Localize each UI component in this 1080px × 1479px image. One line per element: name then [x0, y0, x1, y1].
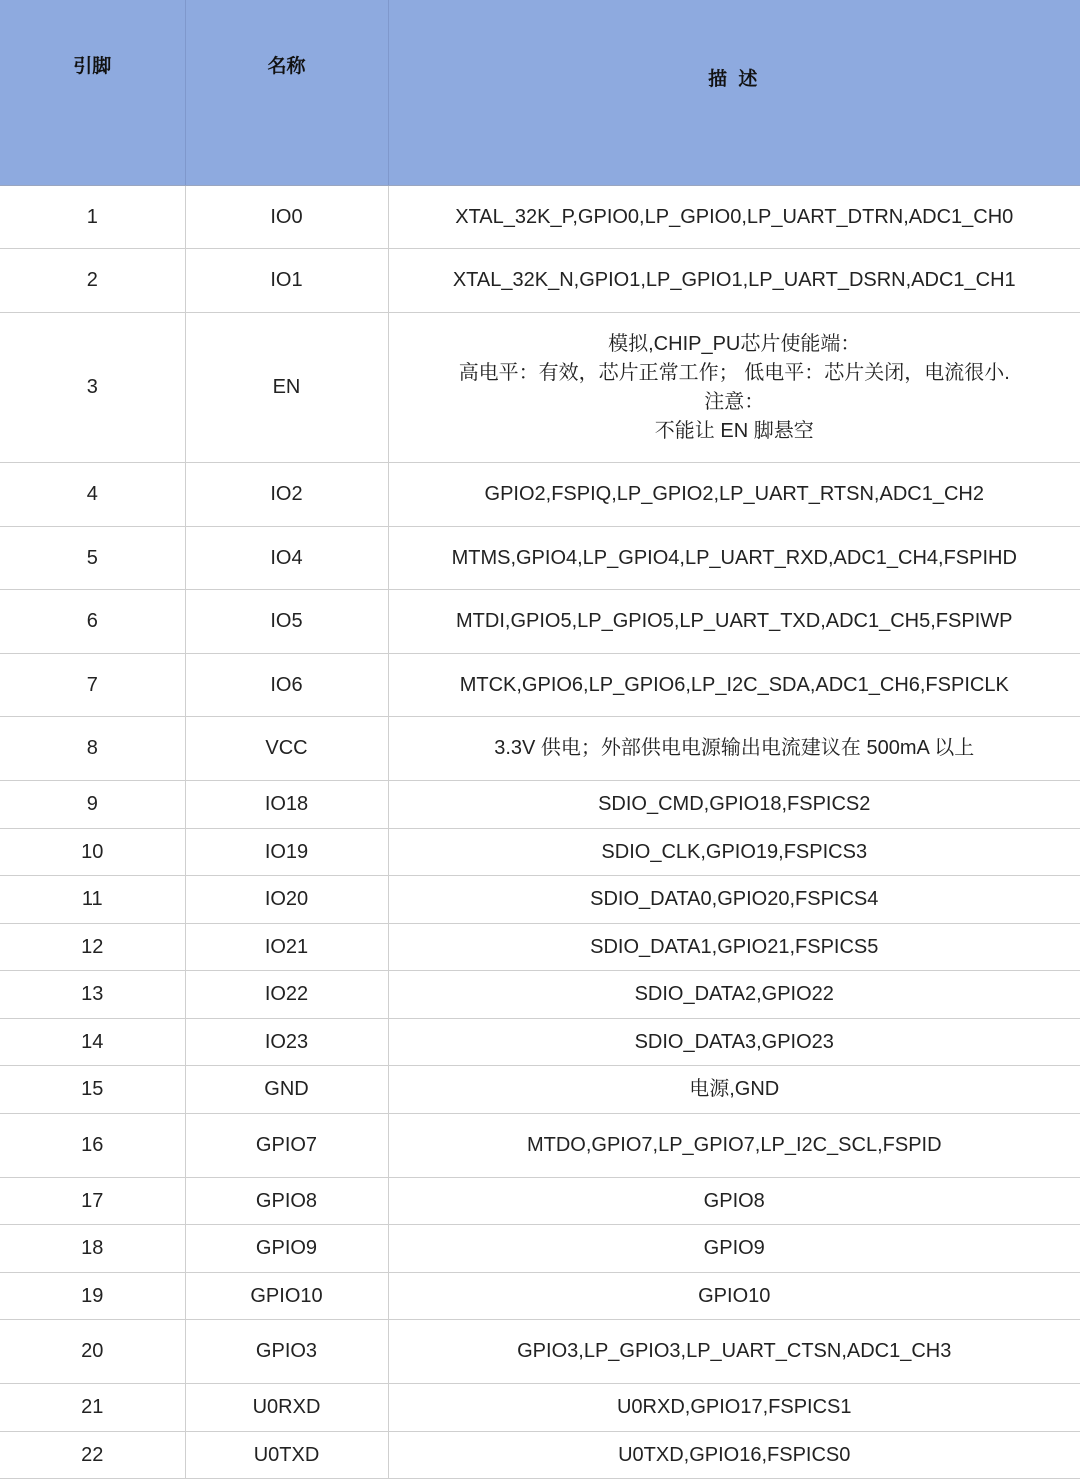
table-row: [0, 717, 1080, 781]
description-line: SDIO_DATA0,GPIO20,FSPICS4: [389, 885, 1080, 914]
pin-number: 13: [0, 971, 185, 1019]
table-row: [0, 1273, 1080, 1320]
description-line: MTDI,GPIO5,LP_GPIO5,LP_UART_TXD,ADC1_CH5,FSPIWP: [389, 607, 1080, 636]
description-line: SDIO_DATA3,GPIO23: [389, 1028, 1080, 1057]
table-row: [0, 654, 1080, 717]
pin-name: EN: [185, 313, 388, 463]
pin-description: [388, 781, 1080, 829]
description-line: 高电平：有效，芯片正常工作； 低电平：芯片关闭，电流很小.: [389, 359, 1080, 388]
pin-description: [388, 717, 1080, 781]
pin-name: IO1: [185, 249, 388, 313]
pin-description: [388, 1225, 1080, 1273]
pin-name: GPIO3: [185, 1320, 388, 1384]
table-row: [0, 781, 1080, 829]
description-line: GPIO10: [389, 1282, 1080, 1311]
description-line: SDIO_DATA2,GPIO22: [389, 980, 1080, 1009]
pin-number: 20: [0, 1320, 185, 1384]
table-row: [0, 463, 1080, 527]
header-row: [0, 0, 1080, 186]
pin-name: GND: [185, 1066, 388, 1114]
description-line: U0TXD,GPIO16,FSPICS0: [389, 1441, 1080, 1470]
pin-description: [388, 924, 1080, 971]
table-row: [0, 527, 1080, 590]
header-pin: 引脚: [0, 0, 185, 186]
table-row: [0, 829, 1080, 876]
table-body: [0, 186, 1080, 1479]
pin-description: [388, 590, 1080, 654]
table-row: [0, 1019, 1080, 1066]
pin-description: [388, 971, 1080, 1019]
pin-name: IO23: [185, 1019, 388, 1066]
table-row: [0, 313, 1080, 463]
pin-number: 15: [0, 1066, 185, 1114]
table-row: [0, 590, 1080, 654]
pin-number: 5: [0, 527, 185, 590]
table-row: [0, 876, 1080, 924]
description-line: MTDO,GPIO7,LP_GPIO7,LP_I2C_SCL,FSPID: [389, 1131, 1080, 1160]
pin-number: 1: [0, 186, 185, 249]
pin-number: 7: [0, 654, 185, 717]
pin-number: 18: [0, 1225, 185, 1273]
table-row: [0, 1178, 1080, 1225]
description-line: GPIO2,FSPIQ,LP_GPIO2,LP_UART_RTSN,ADC1_CH2: [389, 480, 1080, 509]
description-line: MTMS,GPIO4,LP_GPIO4,LP_UART_RXD,ADC1_CH4,FSPIHD: [389, 544, 1080, 573]
description-line: SDIO_CLK,GPIO19,FSPICS3: [389, 838, 1080, 867]
description-line: SDIO_DATA1,GPIO21,FSPICS5: [389, 933, 1080, 962]
pin-description: [388, 249, 1080, 313]
pin-description: [388, 1384, 1080, 1432]
pin-number: 22: [0, 1432, 185, 1479]
description-line: MTCK,GPIO6,LP_GPIO6,LP_I2C_SDA,ADC1_CH6,FSPICLK: [389, 671, 1080, 700]
pin-number: 9: [0, 781, 185, 829]
pin-name: U0TXD: [185, 1432, 388, 1479]
table-row: [0, 971, 1080, 1019]
pin-number: 12: [0, 924, 185, 971]
header-description: 描 述: [388, 0, 1080, 186]
pin-number: 16: [0, 1114, 185, 1178]
table-row: [0, 1432, 1080, 1479]
pin-number: 21: [0, 1384, 185, 1432]
pin-name: IO19: [185, 829, 388, 876]
pin-number: 3: [0, 313, 185, 463]
pin-description: [388, 1432, 1080, 1479]
pin-description: [388, 313, 1080, 463]
pin-name: IO2: [185, 463, 388, 527]
description-line: 电源,GND: [389, 1075, 1080, 1104]
pin-number: 8: [0, 717, 185, 781]
pin-name: VCC: [185, 717, 388, 781]
pin-name: GPIO10: [185, 1273, 388, 1320]
header-name: 名称: [185, 0, 388, 186]
description-line: XTAL_32K_P,GPIO0,LP_GPIO0,LP_UART_DTRN,ADC1_CH0: [389, 203, 1080, 232]
pin-name: IO22: [185, 971, 388, 1019]
pin-number: 6: [0, 590, 185, 654]
pin-name: GPIO8: [185, 1178, 388, 1225]
description-line: XTAL_32K_N,GPIO1,LP_GPIO1,LP_UART_DSRN,ADC1_CH1: [389, 266, 1080, 295]
table-row: [0, 1066, 1080, 1114]
pin-number: 10: [0, 829, 185, 876]
table-row: [0, 1320, 1080, 1384]
table-row: [0, 186, 1080, 249]
pin-name: GPIO9: [185, 1225, 388, 1273]
pin-description: [388, 1320, 1080, 1384]
description-line: 3.3V 供电；外部供电电源输出电流建议在 500mA 以上: [389, 734, 1080, 763]
description-line: SDIO_CMD,GPIO18,FSPICS2: [389, 790, 1080, 819]
pin-name: U0RXD: [185, 1384, 388, 1432]
pin-description: [388, 1178, 1080, 1225]
table-row: [0, 249, 1080, 313]
pin-description: [388, 1273, 1080, 1320]
table-row: [0, 924, 1080, 971]
pin-name: GPIO7: [185, 1114, 388, 1178]
description-line: 模拟,CHIP_PU芯片使能端：: [389, 330, 1080, 359]
table-row: [0, 1384, 1080, 1432]
description-line: GPIO3,LP_GPIO3,LP_UART_CTSN,ADC1_CH3: [389, 1337, 1080, 1366]
pin-description: [388, 1114, 1080, 1178]
pin-number: 11: [0, 876, 185, 924]
table-row: [0, 1225, 1080, 1273]
description-line: U0RXD,GPIO17,FSPICS1: [389, 1393, 1080, 1422]
pin-number: 2: [0, 249, 185, 313]
pin-number: 17: [0, 1178, 185, 1225]
pin-name: IO18: [185, 781, 388, 829]
description-line: GPIO8: [389, 1187, 1080, 1216]
description-line: GPIO9: [389, 1234, 1080, 1263]
pin-description: [388, 876, 1080, 924]
pin-name: IO4: [185, 527, 388, 590]
pin-description: [388, 1066, 1080, 1114]
pin-description: [388, 186, 1080, 249]
pin-description: [388, 527, 1080, 590]
description-line: 注意：: [389, 388, 1080, 417]
table-row: [0, 1114, 1080, 1178]
description-line: 不能让 EN 脚悬空: [389, 417, 1080, 446]
pin-description: [388, 654, 1080, 717]
pin-number: 4: [0, 463, 185, 527]
pin-name: IO0: [185, 186, 388, 249]
pin-description: [388, 1019, 1080, 1066]
pin-name: IO21: [185, 924, 388, 971]
pin-name: IO5: [185, 590, 388, 654]
pin-name: IO20: [185, 876, 388, 924]
pin-description: [388, 829, 1080, 876]
pin-number: 19: [0, 1273, 185, 1320]
pin-description: [388, 463, 1080, 527]
pin-name: IO6: [185, 654, 388, 717]
pin-number: 14: [0, 1019, 185, 1066]
